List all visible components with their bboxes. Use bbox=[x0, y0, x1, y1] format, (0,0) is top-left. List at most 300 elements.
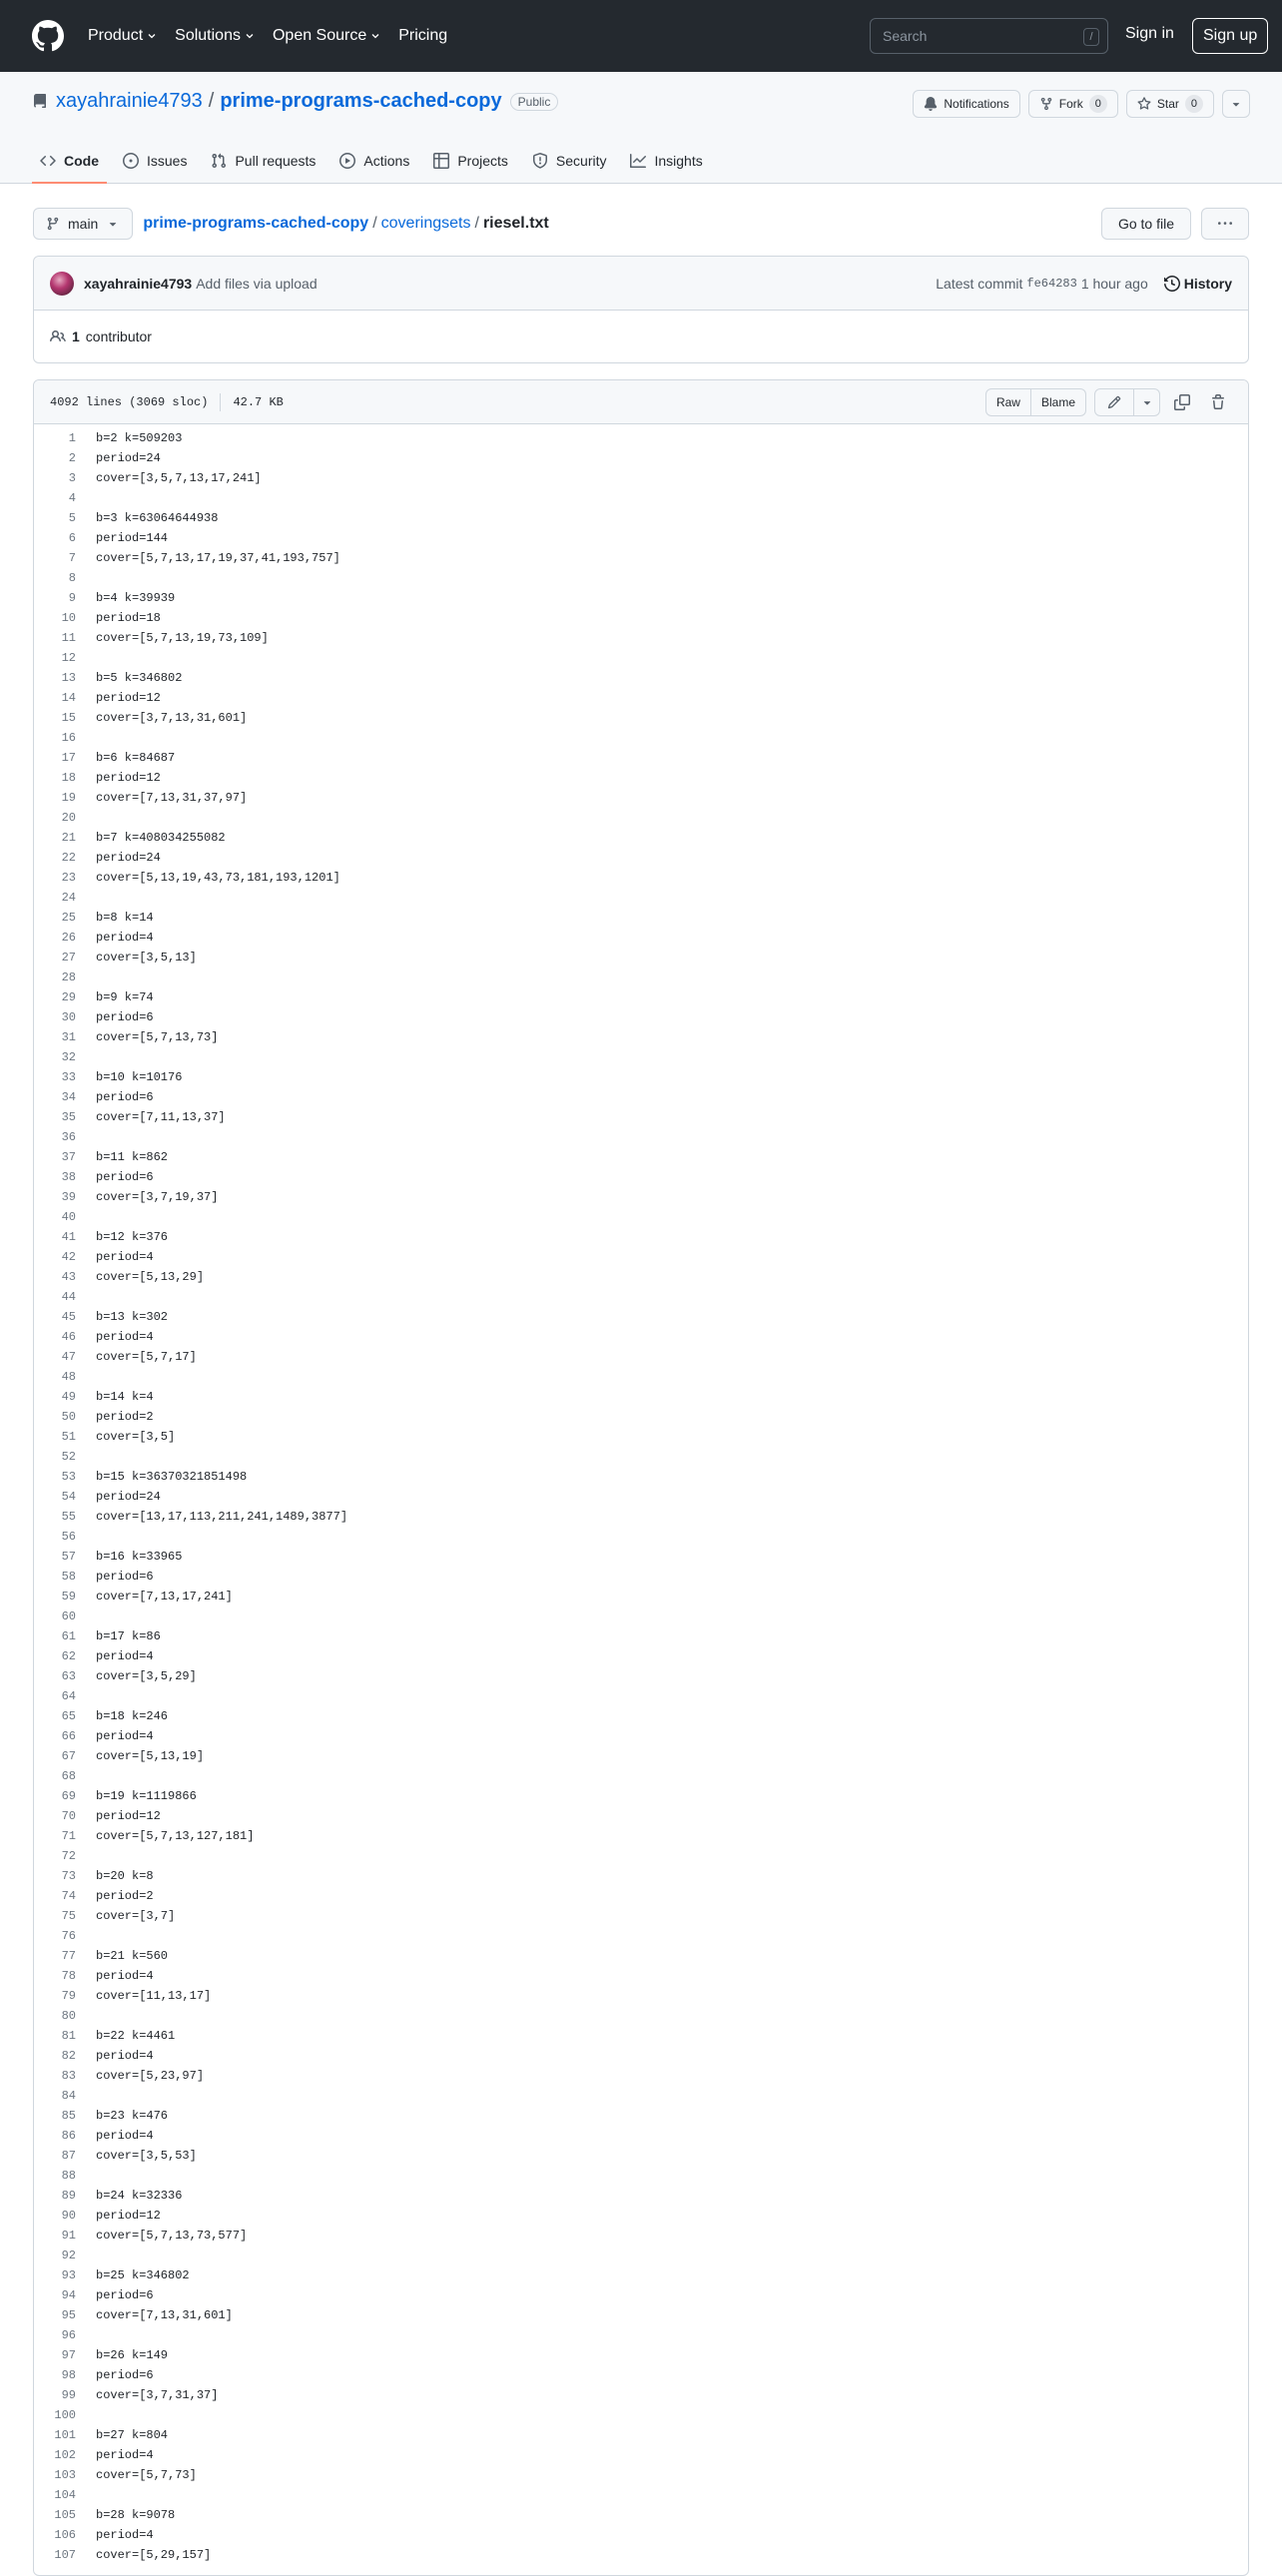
line-content: cover=[3,7,31,37] bbox=[96, 2388, 219, 2402]
github-logo-icon[interactable] bbox=[32, 20, 64, 52]
branch-select-button[interactable] bbox=[33, 208, 133, 240]
edit-group bbox=[1094, 388, 1160, 416]
code-line bbox=[34, 2345, 1248, 2365]
line-number[interactable]: 100 bbox=[54, 2408, 76, 2422]
pull-request-icon bbox=[211, 153, 227, 169]
line-number[interactable]: 51 bbox=[61, 1430, 76, 1444]
line-number[interactable]: 34 bbox=[61, 1090, 76, 1104]
line-content: b=12 k=376 bbox=[96, 1230, 169, 1244]
repo-name-link[interactable]: prime-programs-cached-copy bbox=[220, 90, 502, 112]
go-to-file-button[interactable]: Go to file bbox=[1101, 208, 1191, 240]
commit-sha-link[interactable]: fe64283 bbox=[1026, 276, 1077, 291]
line-number[interactable]: 61 bbox=[61, 1629, 76, 1643]
line-number[interactable]: 75 bbox=[61, 1909, 76, 1923]
line-number[interactable]: 37 bbox=[61, 1150, 76, 1164]
line-number[interactable]: 27 bbox=[61, 951, 76, 965]
line-number[interactable]: 50 bbox=[61, 1410, 76, 1424]
line-number[interactable]: 56 bbox=[61, 1530, 76, 1544]
code-line bbox=[34, 1387, 1248, 1407]
line-content: cover=[3,5,29] bbox=[96, 1669, 197, 1683]
line-number[interactable]: 16 bbox=[61, 731, 76, 745]
code-line bbox=[34, 1367, 1248, 1387]
line-number[interactable]: 85 bbox=[61, 2109, 76, 2123]
avatar[interactable] bbox=[50, 272, 74, 296]
code-line bbox=[34, 768, 1248, 788]
line-number[interactable]: 17 bbox=[61, 751, 76, 765]
line-content: b=14 k=4 bbox=[96, 1390, 154, 1404]
line-number[interactable]: 94 bbox=[61, 2288, 76, 2302]
line-number[interactable]: 87 bbox=[61, 2149, 76, 2163]
line-number[interactable]: 66 bbox=[61, 1729, 76, 1743]
line-number[interactable]: 99 bbox=[61, 2388, 76, 2402]
nav-open-source[interactable] bbox=[273, 27, 380, 45]
repo-title bbox=[32, 90, 558, 113]
line-number[interactable]: 103 bbox=[54, 2468, 76, 2482]
search-input[interactable] bbox=[870, 18, 1108, 54]
line-number[interactable]: 38 bbox=[61, 1170, 76, 1184]
line-number[interactable]: 10 bbox=[61, 611, 76, 625]
line-number[interactable]: 62 bbox=[61, 1649, 76, 1663]
tab-pull-requests-label: Pull requests bbox=[235, 153, 317, 169]
code-line bbox=[34, 1766, 1248, 1786]
line-number[interactable]: 55 bbox=[61, 1510, 76, 1524]
code-line bbox=[34, 2246, 1248, 2265]
line-content: period=4 bbox=[96, 1250, 154, 1264]
git-branch-icon bbox=[46, 217, 60, 231]
line-number[interactable]: 90 bbox=[61, 2209, 76, 2223]
line-number[interactable]: 4 bbox=[68, 491, 76, 505]
code-line bbox=[34, 588, 1248, 608]
line-content: cover=[3,7,13,31,601] bbox=[96, 711, 248, 725]
line-number[interactable]: 79 bbox=[61, 1989, 76, 2003]
shield-icon bbox=[532, 153, 548, 169]
commit-author-link[interactable]: xayahrainie4793 bbox=[84, 275, 193, 292]
code-line bbox=[34, 2365, 1248, 2385]
line-number[interactable]: 28 bbox=[61, 970, 76, 984]
breadcrumb-folder-link[interactable]: coveringsets bbox=[380, 215, 471, 232]
code-line bbox=[34, 1527, 1248, 1547]
code-line bbox=[34, 1027, 1248, 1047]
line-number[interactable]: 84 bbox=[61, 2089, 76, 2103]
code-line bbox=[34, 1247, 1248, 1267]
code-line bbox=[34, 1167, 1248, 1187]
code-line bbox=[34, 1087, 1248, 1107]
line-content: cover=[3,5] bbox=[96, 1430, 176, 1444]
line-content: cover=[3,7] bbox=[96, 1909, 176, 1923]
raw-button[interactable]: Raw bbox=[985, 388, 1031, 416]
line-content: period=18 bbox=[96, 611, 161, 625]
line-number[interactable]: 58 bbox=[61, 1570, 76, 1584]
line-number[interactable]: 14 bbox=[61, 691, 76, 705]
line-number[interactable]: 106 bbox=[54, 2528, 76, 2542]
more-options-button[interactable] bbox=[1201, 208, 1249, 240]
history-link[interactable] bbox=[1164, 276, 1232, 292]
line-number[interactable]: 105 bbox=[54, 2508, 76, 2522]
table-icon bbox=[433, 153, 449, 169]
line-number[interactable]: 21 bbox=[61, 831, 76, 845]
tab-pull-requests[interactable] bbox=[203, 138, 323, 184]
history-label: History bbox=[1183, 275, 1232, 292]
line-content: cover=[5,7,73] bbox=[96, 2468, 197, 2482]
line-content: cover=[5,23,97] bbox=[96, 2069, 205, 2083]
people-icon bbox=[50, 328, 66, 344]
line-content: b=21 k=560 bbox=[96, 1949, 169, 1963]
nav-pricing[interactable] bbox=[398, 27, 447, 45]
line-number[interactable]: 64 bbox=[61, 1689, 76, 1703]
copy-button[interactable] bbox=[1168, 388, 1196, 416]
triangle-down-icon bbox=[1140, 395, 1154, 409]
code-line bbox=[34, 1826, 1248, 1846]
code-line bbox=[34, 1447, 1248, 1467]
code-line bbox=[34, 1407, 1248, 1427]
tab-insights[interactable] bbox=[622, 138, 710, 184]
line-number[interactable]: 7 bbox=[68, 551, 76, 565]
raw-blame-group bbox=[985, 388, 1086, 416]
line-content: b=15 k=36370321851498 bbox=[96, 1470, 248, 1484]
line-number[interactable]: 60 bbox=[61, 1610, 76, 1623]
commit-message-link[interactable]: Add files via upload bbox=[196, 275, 318, 292]
code-line bbox=[34, 688, 1248, 708]
line-number[interactable]: 20 bbox=[61, 811, 76, 825]
repo-tabs bbox=[32, 138, 711, 184]
line-number[interactable]: 26 bbox=[61, 931, 76, 945]
line-number[interactable]: 101 bbox=[54, 2428, 76, 2442]
search-placeholder: Search bbox=[883, 28, 928, 44]
code-line bbox=[34, 2126, 1248, 2146]
issue-icon bbox=[123, 153, 139, 169]
code-line bbox=[34, 2325, 1248, 2345]
line-number[interactable]: 46 bbox=[61, 1330, 76, 1344]
code-line bbox=[34, 1287, 1248, 1307]
line-content: b=18 k=246 bbox=[96, 1709, 169, 1723]
line-number[interactable]: 91 bbox=[61, 2229, 76, 2243]
line-content: period=6 bbox=[96, 2288, 154, 2302]
blame-button[interactable]: Blame bbox=[1031, 388, 1086, 416]
line-content: b=28 k=9078 bbox=[96, 2508, 176, 2522]
line-number[interactable]: 76 bbox=[61, 1929, 76, 1943]
contributors-row[interactable] bbox=[34, 311, 1248, 362]
file-viewer bbox=[33, 379, 1249, 2576]
notifications-label: Notifications bbox=[944, 97, 1009, 111]
line-number[interactable]: 89 bbox=[61, 2189, 76, 2203]
code-line bbox=[34, 1427, 1248, 1447]
code-line bbox=[34, 1666, 1248, 1686]
line-number[interactable]: 12 bbox=[61, 651, 76, 665]
line-content: b=2 k=509203 bbox=[96, 431, 183, 445]
line-number[interactable]: 33 bbox=[61, 1070, 76, 1084]
code-line bbox=[34, 1846, 1248, 1866]
line-number[interactable]: 30 bbox=[61, 1010, 76, 1024]
tab-insights-label: Insights bbox=[654, 153, 703, 169]
line-content: cover=[3,5,7,13,17,241] bbox=[96, 471, 262, 485]
line-content: cover=[7,13,31,37,97] bbox=[96, 791, 248, 805]
repo-header bbox=[0, 72, 1282, 184]
line-number[interactable]: 41 bbox=[61, 1230, 76, 1244]
edit-file-button[interactable] bbox=[1094, 388, 1134, 416]
code-icon bbox=[40, 153, 56, 169]
line-content: b=10 k=10176 bbox=[96, 1070, 183, 1084]
line-number[interactable]: 1 bbox=[68, 431, 76, 445]
line-number[interactable]: 18 bbox=[61, 771, 76, 785]
breadcrumb-repo-link[interactable]: prime-programs-cached-copy bbox=[143, 215, 369, 232]
line-content: b=17 k=86 bbox=[96, 1629, 161, 1643]
line-number[interactable]: 74 bbox=[61, 1889, 76, 1903]
line-number[interactable]: 48 bbox=[61, 1370, 76, 1384]
line-number[interactable]: 78 bbox=[61, 1969, 76, 1983]
line-number[interactable]: 83 bbox=[61, 2069, 76, 2083]
code-line bbox=[34, 788, 1248, 808]
line-number[interactable]: 31 bbox=[61, 1030, 76, 1044]
line-content: b=3 k=63064644938 bbox=[96, 511, 219, 525]
line-number[interactable]: 63 bbox=[61, 1669, 76, 1683]
line-content: period=2 bbox=[96, 1410, 154, 1424]
line-number[interactable]: 72 bbox=[61, 1849, 76, 1863]
latest-commit-box bbox=[33, 256, 1249, 363]
line-content: period=4 bbox=[96, 1649, 154, 1663]
line-number[interactable]: 107 bbox=[54, 2548, 76, 2562]
line-number[interactable]: 15 bbox=[61, 711, 76, 725]
tab-actions[interactable] bbox=[331, 138, 417, 184]
line-number[interactable]: 98 bbox=[61, 2368, 76, 2382]
line-number[interactable]: 102 bbox=[54, 2448, 76, 2462]
line-number[interactable]: 9 bbox=[68, 591, 76, 605]
line-number[interactable]: 23 bbox=[61, 871, 76, 885]
code-line bbox=[34, 1686, 1248, 1706]
line-number[interactable]: 43 bbox=[61, 1270, 76, 1284]
star-count: 0 bbox=[1185, 95, 1203, 113]
nav-product[interactable] bbox=[88, 27, 157, 45]
line-content: period=6 bbox=[96, 1570, 154, 1584]
line-number[interactable]: 95 bbox=[61, 2308, 76, 2322]
line-content: period=4 bbox=[96, 2448, 154, 2462]
line-number[interactable]: 11 bbox=[61, 631, 76, 645]
nav-solutions[interactable] bbox=[175, 27, 255, 45]
line-number[interactable]: 65 bbox=[61, 1709, 76, 1723]
repo-actions bbox=[913, 90, 1250, 118]
nav-pricing-label: Pricing bbox=[398, 27, 448, 44]
fork-count: 0 bbox=[1089, 95, 1107, 113]
line-number[interactable]: 73 bbox=[61, 1869, 76, 1883]
line-number[interactable]: 59 bbox=[61, 1590, 76, 1604]
line-number[interactable]: 53 bbox=[61, 1470, 76, 1484]
code-line bbox=[34, 1706, 1248, 1726]
line-content: cover=[5,29,157] bbox=[96, 2548, 212, 2562]
line-content: b=26 k=149 bbox=[96, 2348, 169, 2362]
fork-button[interactable] bbox=[1028, 90, 1118, 118]
line-number[interactable]: 40 bbox=[61, 1210, 76, 1224]
line-content: b=6 k=84687 bbox=[96, 751, 176, 765]
nav-product-label: Product bbox=[88, 27, 144, 44]
line-number[interactable]: 49 bbox=[61, 1390, 76, 1404]
code-line bbox=[34, 1327, 1248, 1347]
line-content: cover=[5,7,13,17,19,37,41,193,757] bbox=[96, 551, 340, 565]
code-line bbox=[34, 2046, 1248, 2066]
breadcrumb bbox=[143, 215, 548, 233]
line-number[interactable]: 68 bbox=[61, 1769, 76, 1783]
fork-icon bbox=[1039, 97, 1053, 111]
repo-separator: / bbox=[208, 90, 215, 112]
code-line bbox=[34, 848, 1248, 868]
line-number[interactable]: 45 bbox=[61, 1310, 76, 1324]
code-line bbox=[34, 608, 1248, 628]
line-content: b=20 k=8 bbox=[96, 1869, 154, 1883]
bell-icon bbox=[924, 97, 938, 111]
graph-icon bbox=[630, 153, 646, 169]
tab-security[interactable] bbox=[524, 138, 615, 184]
line-content: b=24 k=32336 bbox=[96, 2189, 183, 2203]
code-line bbox=[34, 1147, 1248, 1167]
code-line bbox=[34, 1067, 1248, 1087]
code-line bbox=[34, 2026, 1248, 2046]
line-content: cover=[13,17,113,211,241,1489,3877] bbox=[96, 1510, 348, 1524]
tab-issues[interactable] bbox=[115, 138, 195, 184]
line-content: cover=[5,7,13,73,577] bbox=[96, 2229, 248, 2243]
file-header bbox=[34, 380, 1248, 424]
edit-dropdown-button[interactable] bbox=[1134, 388, 1160, 416]
branch-name: main bbox=[68, 216, 99, 232]
triangle-down-icon bbox=[106, 217, 120, 231]
tab-security-label: Security bbox=[555, 153, 607, 169]
code-line bbox=[34, 1786, 1248, 1806]
code-line bbox=[34, 1107, 1248, 1127]
code-line bbox=[34, 1187, 1248, 1207]
code-line bbox=[34, 708, 1248, 728]
star-button[interactable] bbox=[1126, 90, 1214, 118]
line-number[interactable]: 93 bbox=[61, 2268, 76, 2282]
line-content: b=5 k=346802 bbox=[96, 671, 183, 685]
line-content: b=19 k=1119866 bbox=[96, 1789, 197, 1803]
line-number[interactable]: 42 bbox=[61, 1250, 76, 1264]
code-line bbox=[34, 2086, 1248, 2106]
line-number[interactable]: 5 bbox=[68, 511, 76, 525]
line-number[interactable]: 22 bbox=[61, 851, 76, 865]
line-content: b=13 k=302 bbox=[96, 1310, 169, 1324]
line-number[interactable]: 70 bbox=[61, 1809, 76, 1823]
line-content: b=8 k=14 bbox=[96, 911, 154, 925]
file-navigation bbox=[33, 208, 1249, 240]
code-line bbox=[34, 1207, 1248, 1227]
code-line bbox=[34, 2146, 1248, 2166]
line-content: cover=[3,7,19,37] bbox=[96, 1190, 219, 1204]
code-line bbox=[34, 1567, 1248, 1587]
line-number[interactable]: 54 bbox=[61, 1490, 76, 1504]
top-nav bbox=[88, 27, 447, 45]
line-number[interactable]: 36 bbox=[61, 1130, 76, 1144]
code-line bbox=[34, 508, 1248, 528]
code-line bbox=[34, 1467, 1248, 1487]
code-line bbox=[34, 1806, 1248, 1826]
line-number[interactable]: 77 bbox=[61, 1949, 76, 1963]
code-line bbox=[34, 1347, 1248, 1367]
code-line bbox=[34, 1127, 1248, 1147]
code-line bbox=[34, 2186, 1248, 2206]
line-content: cover=[5,7,13,73] bbox=[96, 1030, 219, 1044]
line-number[interactable]: 35 bbox=[61, 1110, 76, 1124]
line-content: cover=[5,7,13,127,181] bbox=[96, 1829, 255, 1843]
line-content: period=24 bbox=[96, 851, 161, 865]
line-content: period=24 bbox=[96, 1490, 161, 1504]
line-content: period=12 bbox=[96, 2209, 161, 2223]
line-number[interactable]: 88 bbox=[61, 2169, 76, 2183]
repo-owner-link[interactable]: xayahrainie4793 bbox=[56, 90, 203, 112]
line-number[interactable]: 47 bbox=[61, 1350, 76, 1364]
code-line bbox=[34, 2445, 1248, 2465]
repo-icon bbox=[32, 94, 48, 110]
delete-button[interactable] bbox=[1204, 388, 1232, 416]
line-number[interactable]: 13 bbox=[61, 671, 76, 685]
line-number[interactable]: 92 bbox=[61, 2249, 76, 2262]
notifications-button[interactable] bbox=[913, 90, 1019, 118]
code-line bbox=[34, 528, 1248, 548]
line-number[interactable]: 69 bbox=[61, 1789, 76, 1803]
chevron-down-icon bbox=[147, 31, 157, 41]
line-number[interactable]: 52 bbox=[61, 1450, 76, 1464]
line-number[interactable]: 29 bbox=[61, 990, 76, 1004]
line-number[interactable]: 6 bbox=[68, 531, 76, 545]
line-number[interactable]: 81 bbox=[61, 2029, 76, 2043]
star-label: Star bbox=[1156, 97, 1179, 111]
star-dropdown-button[interactable] bbox=[1222, 90, 1250, 118]
tab-code[interactable] bbox=[32, 138, 107, 184]
line-number[interactable]: 24 bbox=[61, 891, 76, 905]
pencil-icon bbox=[1107, 395, 1121, 409]
line-number[interactable]: 67 bbox=[61, 1749, 76, 1763]
tab-projects[interactable] bbox=[425, 138, 516, 184]
line-content: cover=[5,13,29] bbox=[96, 1270, 205, 1284]
code-line bbox=[34, 1047, 1248, 1067]
code-line bbox=[34, 1926, 1248, 1946]
line-content: cover=[5,7,17] bbox=[96, 1350, 197, 1364]
line-content: cover=[11,13,17] bbox=[96, 1989, 212, 2003]
code-line bbox=[34, 1547, 1248, 1567]
code-line bbox=[34, 1886, 1248, 1906]
latest-commit-label: Latest commit bbox=[936, 275, 1023, 292]
line-content: period=4 bbox=[96, 2528, 154, 2542]
line-number[interactable]: 25 bbox=[61, 911, 76, 925]
line-number[interactable]: 97 bbox=[61, 2348, 76, 2362]
line-number[interactable]: 86 bbox=[61, 2129, 76, 2143]
line-number[interactable]: 3 bbox=[68, 471, 76, 485]
line-number[interactable]: 82 bbox=[61, 2049, 76, 2063]
line-number[interactable]: 39 bbox=[61, 1190, 76, 1204]
code-line bbox=[34, 1746, 1248, 1766]
contributors-label: contributor bbox=[85, 328, 152, 344]
line-content: period=12 bbox=[96, 691, 161, 705]
line-content: cover=[7,13,31,601] bbox=[96, 2308, 233, 2322]
line-number[interactable]: 8 bbox=[68, 571, 76, 585]
line-content: cover=[5,13,19] bbox=[96, 1749, 205, 1763]
sign-in-link[interactable]: Sign in bbox=[1125, 25, 1174, 42]
line-content: period=144 bbox=[96, 531, 169, 545]
line-number[interactable]: 44 bbox=[61, 1290, 76, 1304]
line-number[interactable]: 71 bbox=[61, 1829, 76, 1843]
line-content: period=6 bbox=[96, 1170, 154, 1184]
line-number[interactable]: 2 bbox=[68, 451, 76, 465]
code-line bbox=[34, 888, 1248, 908]
line-number[interactable]: 57 bbox=[61, 1550, 76, 1564]
line-number[interactable]: 32 bbox=[61, 1050, 76, 1064]
line-number[interactable]: 96 bbox=[61, 2328, 76, 2342]
code-line bbox=[34, 568, 1248, 588]
line-number[interactable]: 104 bbox=[54, 2488, 76, 2502]
line-content: cover=[3,5,53] bbox=[96, 2149, 197, 2163]
code-line bbox=[34, 1966, 1248, 1986]
line-number[interactable]: 19 bbox=[61, 791, 76, 805]
line-content: cover=[3,5,13] bbox=[96, 951, 197, 965]
line-number[interactable]: 80 bbox=[61, 2009, 76, 2023]
code-line bbox=[34, 1906, 1248, 1926]
sign-up-button[interactable]: Sign up bbox=[1192, 18, 1268, 54]
